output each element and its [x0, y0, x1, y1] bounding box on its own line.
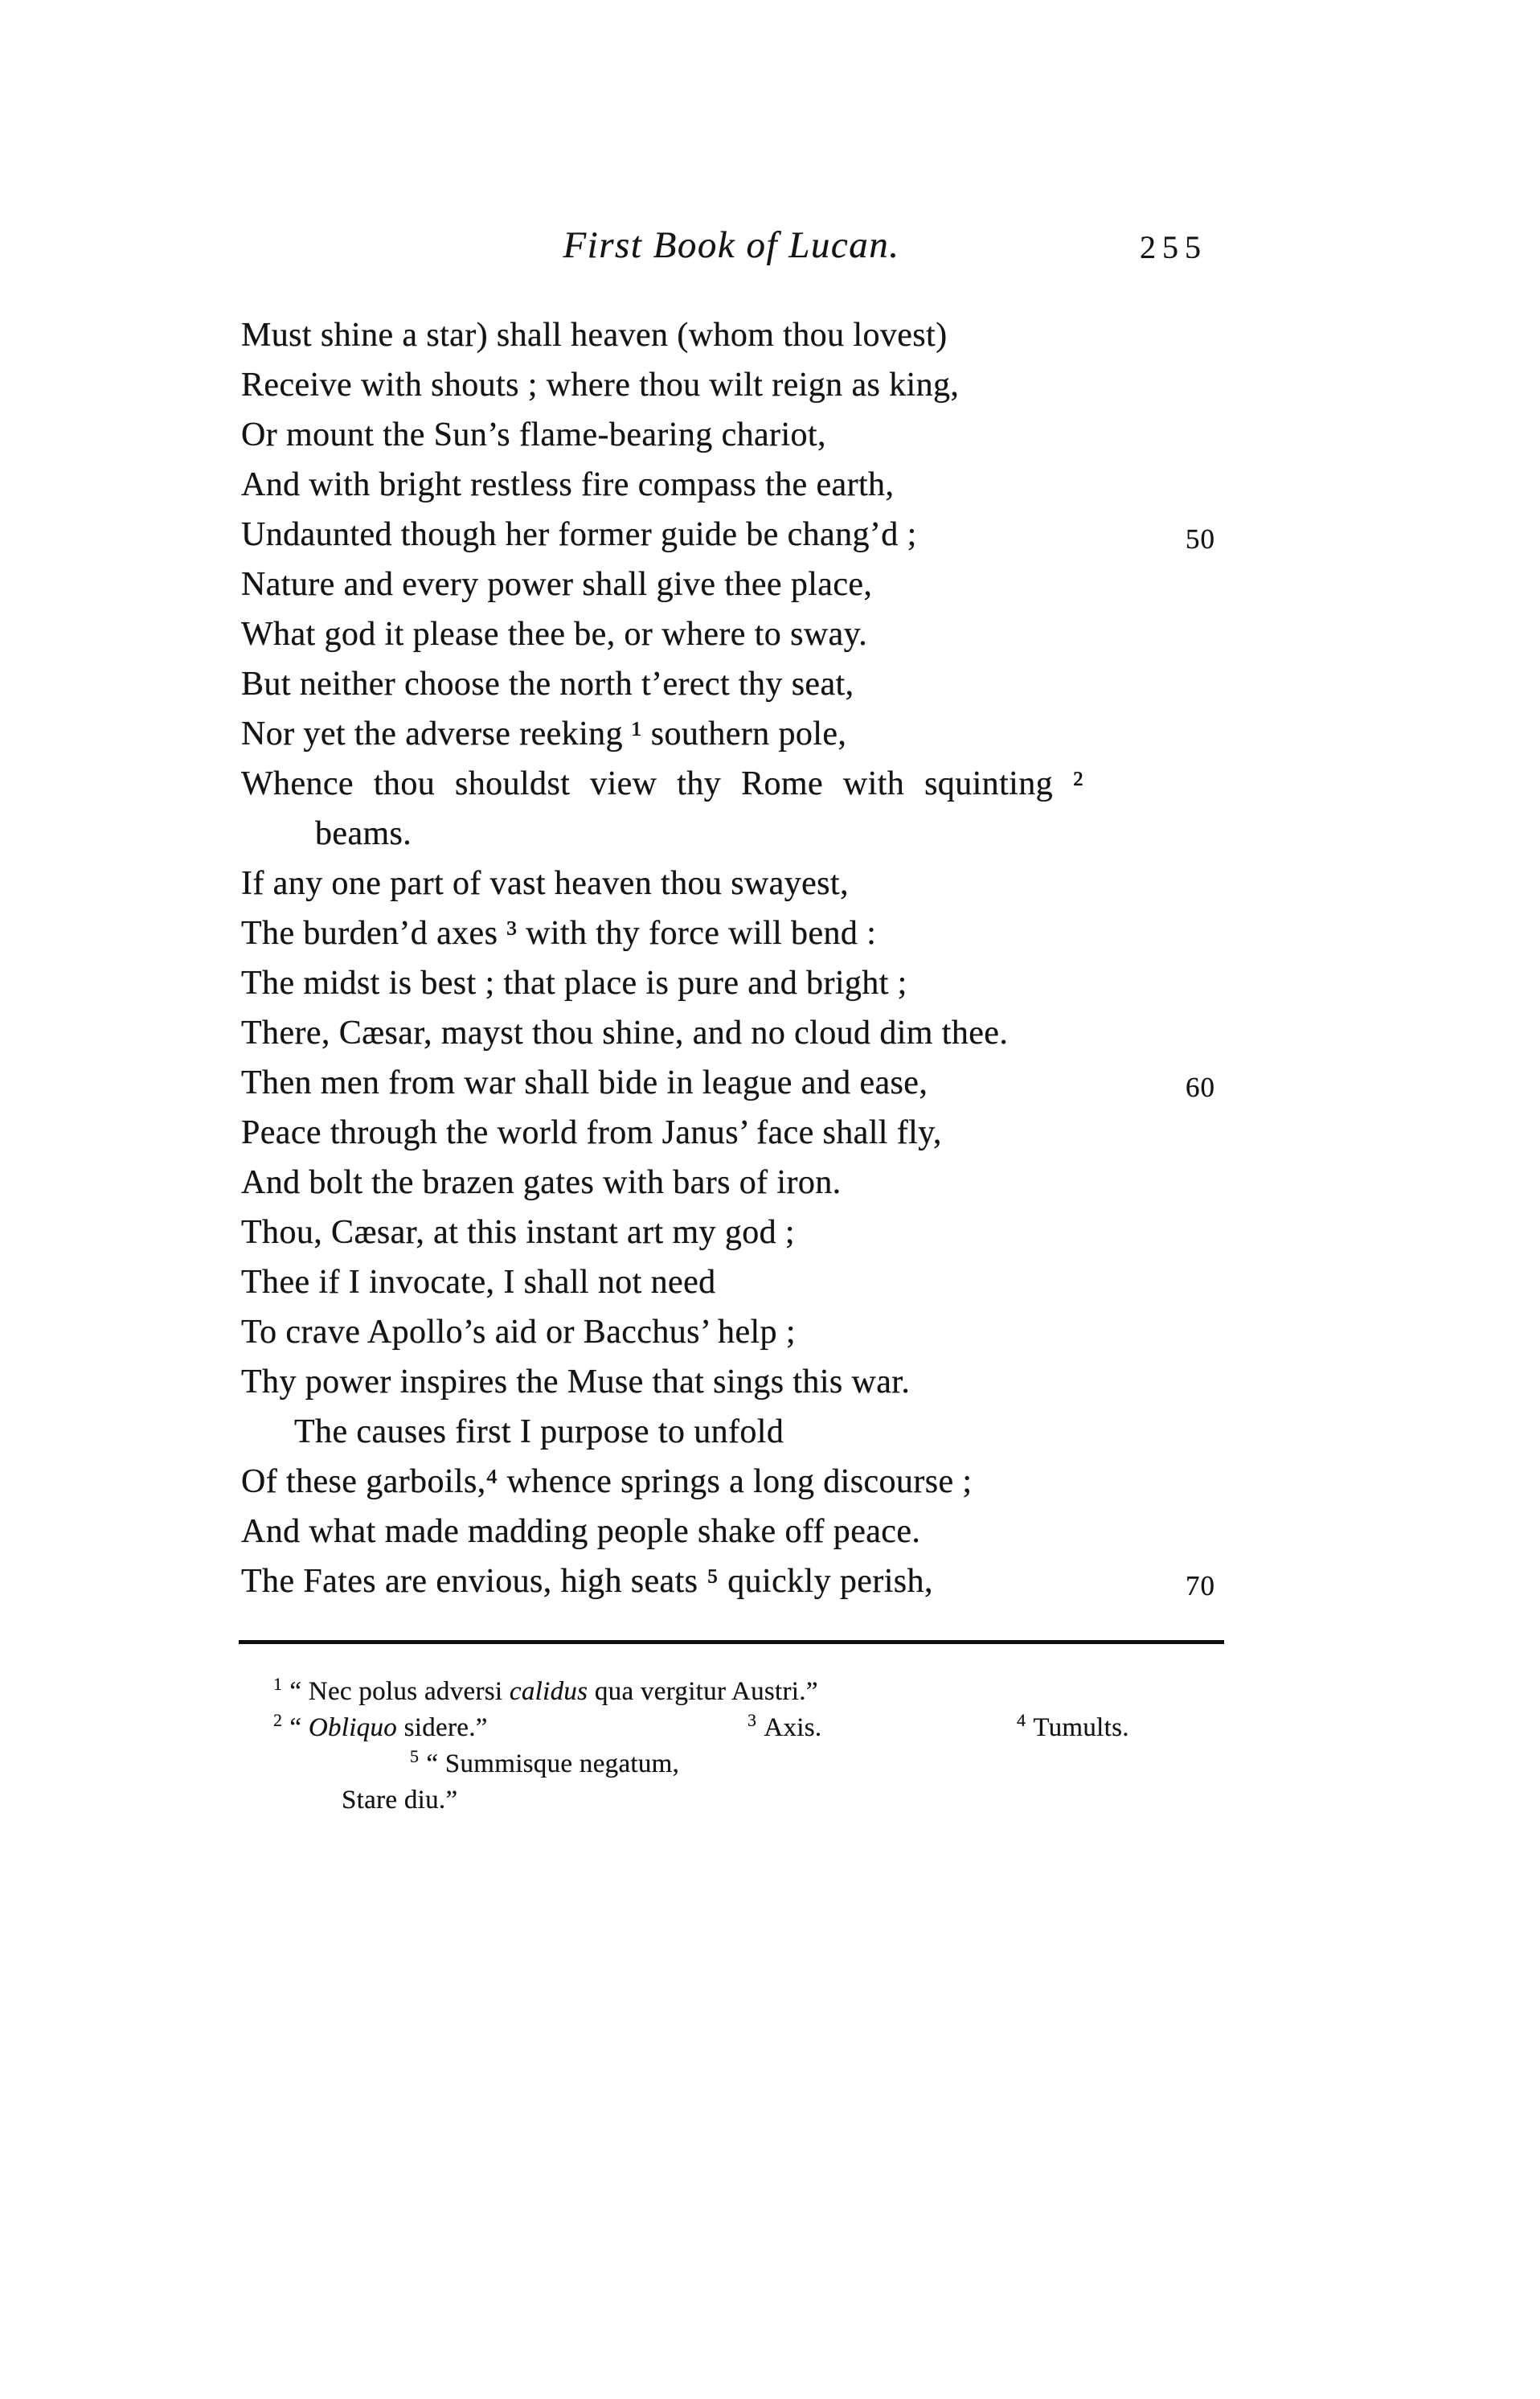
- poem-line-text: But neither choose the north t’erect thy seat,: [241, 666, 854, 703]
- footnote-text: “ Nec polus adversi: [289, 1677, 510, 1706]
- poem-line-text: And with bright restless fire compass the earth,: [241, 466, 895, 503]
- poem-line: [241, 510, 1222, 560]
- footnote-text: qua vergitur Austri.”: [588, 1677, 818, 1706]
- poem-line: [241, 1208, 1222, 1257]
- poem-line-text: Thy power inspires the Muse that sings this war.: [241, 1364, 911, 1400]
- verse-line-number: 60: [1186, 1072, 1215, 1103]
- poem-line: [241, 859, 1222, 908]
- footnote-2: [273, 1710, 488, 1742]
- poem-line-text: Thou, Cæsar, at this instant art my god ;: [241, 1214, 795, 1251]
- poem-line-continuation: [241, 809, 1222, 859]
- poem-line: [241, 759, 1222, 809]
- verse-line-number: 70: [1186, 1570, 1215, 1601]
- footnote-text: Stare diu.”: [342, 1786, 458, 1815]
- footnote-divider-rule: [239, 1640, 1224, 1644]
- poem-line: [241, 1556, 1222, 1606]
- poem-line-text: The Fates are envious, high seats ⁵ quickly perish,: [241, 1563, 933, 1600]
- poem-line: [241, 1257, 1222, 1307]
- poem-line: [241, 560, 1222, 609]
- poem-line: [241, 410, 1222, 460]
- footnotes-section: [273, 1674, 1226, 1819]
- poem-line: [241, 1307, 1222, 1357]
- footnote-latin-italic: calidus: [509, 1677, 588, 1706]
- poem-line-text: And bolt the brazen gates with bars of iron.: [241, 1164, 842, 1201]
- poem-line-text: Must shine a star) shall heaven (whom thou lovest): [241, 317, 948, 354]
- poem-line: [241, 310, 1222, 360]
- footnote-marker: 1: [273, 1674, 283, 1694]
- poem-line-text: beams.: [315, 815, 412, 852]
- footnote-3: [747, 1710, 821, 1746]
- page-header: [241, 223, 1222, 280]
- poem-line: [241, 1507, 1222, 1556]
- poem-line-text: What god it please thee be, or where to sway.: [241, 616, 868, 653]
- poem-line: [241, 958, 1222, 1008]
- poem-line-text: Receive with shouts ; where thou wilt reign as king,: [241, 367, 960, 404]
- footnote-5-continuation: [273, 1782, 1226, 1819]
- poem-line: [241, 709, 1222, 759]
- running-title: First Book of Lucan.: [563, 224, 900, 266]
- page-number: 255: [1140, 229, 1207, 265]
- poem-line-paragraph-start: [241, 1407, 1222, 1457]
- footnote-text: “ Summisque negatum,: [426, 1749, 680, 1778]
- footnote-marker: 5: [410, 1746, 420, 1766]
- poem-line: [241, 460, 1222, 510]
- poem-line-text: There, Cæsar, mayst thou shine, and no cloud dim thee.: [241, 1015, 1009, 1052]
- footnote-latin-italic: Obliquo: [308, 1713, 398, 1742]
- footnote-text: sidere.”: [397, 1713, 488, 1742]
- poem-line: [241, 609, 1222, 659]
- poem-line-text: Undaunted though her former guide be chang’d ;: [241, 516, 917, 553]
- poem-line: [241, 1457, 1222, 1507]
- poem-line-text: To crave Apollo’s aid or Bacchus’ help ;: [241, 1314, 796, 1351]
- footnote-text: Tumults.: [1033, 1713, 1129, 1742]
- footnote-4: [1017, 1710, 1129, 1746]
- poem-line: [241, 360, 1222, 410]
- footnote-marker: 4: [1017, 1710, 1026, 1730]
- poem-line-text: Peace through the world from Janus’ face shall fly,: [241, 1114, 942, 1151]
- footnote-text: Axis.: [764, 1713, 822, 1742]
- poem-line: [241, 659, 1222, 709]
- poem-line-text: Of these garboils,⁴ whence springs a long discourse ;: [241, 1463, 973, 1500]
- footnote-marker: 2: [273, 1710, 283, 1730]
- poem-line: [241, 1158, 1222, 1208]
- footnote-row-2-3-4: [273, 1710, 1226, 1746]
- footnote-5: [273, 1746, 1226, 1782]
- poem-line-text: Nature and every power shall give thee place,: [241, 566, 873, 603]
- poem-line-text: The causes first I purpose to unfold: [294, 1413, 784, 1450]
- footnote-text: “: [289, 1713, 309, 1742]
- poem-line-text: Then men from war shall bide in league and ease,: [241, 1064, 928, 1101]
- poem-line: [241, 1008, 1222, 1058]
- poem-line-text: The midst is best ; that place is pure and bright ;: [241, 965, 907, 1002]
- poem-line-text: Or mount the Sun’s flame-bearing chariot,: [241, 416, 826, 453]
- poem-line-text: Nor yet the adverse reeking ¹ southern pole,: [241, 716, 847, 753]
- poem-line: [241, 1058, 1222, 1108]
- poem-body: [241, 310, 1222, 1606]
- poem-line-text: And what made madding people shake off peace.: [241, 1513, 921, 1550]
- poem-line: [241, 1357, 1222, 1407]
- poem-line-text: Whence thou shouldst view thy Rome with squinting ²: [241, 765, 1083, 802]
- poem-line: [241, 908, 1222, 958]
- footnote-1: [273, 1674, 1226, 1710]
- poem-line-text: Thee if I invocate, I shall not need: [241, 1264, 716, 1301]
- poem-line-text: The burden’d axes ³ with thy force will bend :: [241, 915, 877, 952]
- footnote-marker: 3: [747, 1710, 757, 1730]
- poem-line: [241, 1108, 1222, 1158]
- verse-line-number: 50: [1186, 523, 1215, 555]
- poem-line-text: If any one part of vast heaven thou swayest,: [241, 865, 849, 902]
